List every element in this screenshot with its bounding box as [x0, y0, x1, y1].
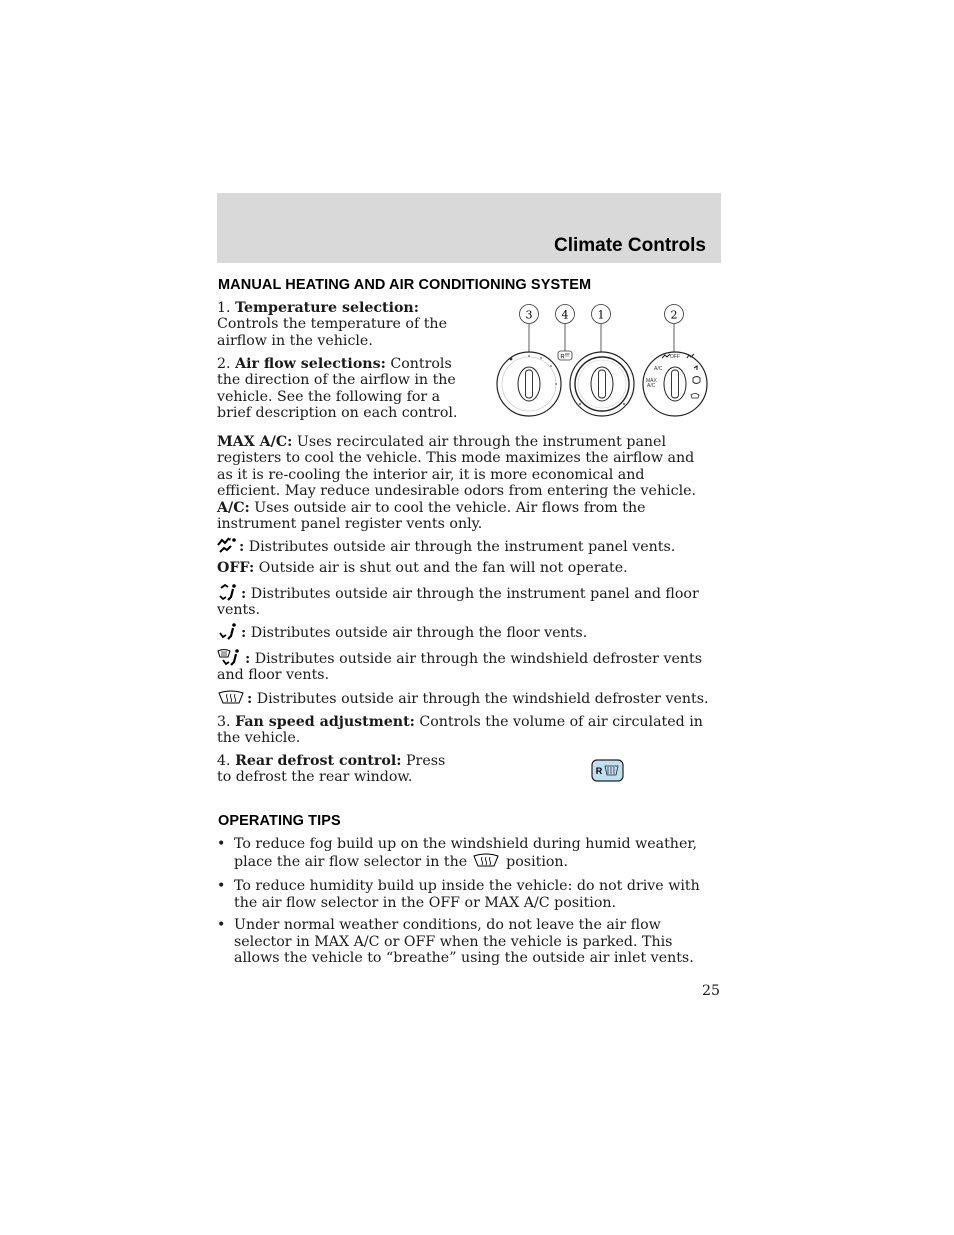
defrost-floor-icon [217, 648, 243, 666]
mode-defrost [217, 690, 717, 707]
svg-text:4: 4 [561, 308, 569, 322]
air-flow-selector-knob [643, 352, 707, 416]
callout-4 [556, 305, 575, 324]
section-heading-operating-tips: OPERATING TIPS [218, 813, 341, 829]
temperature-knob [570, 352, 634, 416]
svg-text:2: 2 [670, 308, 678, 322]
mode-floor [217, 622, 717, 641]
mode-panel-floor [217, 583, 712, 619]
tip-item [217, 878, 719, 911]
mode-label: : [241, 586, 247, 602]
item-label: Rear defrost control: [235, 753, 402, 769]
bullet-icon: • [217, 917, 226, 933]
svg-text:R: R [560, 354, 565, 361]
section-heading-manual-system: MANUAL HEATING AND AIR CONDITIONING SYSTEM [218, 277, 592, 293]
item-number: 2. [217, 356, 231, 372]
mode-label: A/C: [217, 500, 250, 516]
mode-ac [217, 500, 712, 533]
item-label: Fan speed adjustment: [235, 714, 415, 730]
svg-text:OFF: OFF [670, 354, 680, 360]
svg-text:3: 3 [525, 308, 533, 322]
mode-text: Uses recirculated air through the instrument panel registers to cool the vehicle. This mode maximizes the airflow and as it is re-cooling the interior air, it is more economical and efficient. May reduce undesirable odors from entering the vehicle. [217, 434, 697, 500]
item-text: Controls the temperature of the airflow in the vehicle. [217, 316, 447, 349]
svg-text:1: 1 [597, 308, 605, 322]
svg-text:A/C: A/C [654, 366, 663, 372]
item-number: 3. [217, 714, 231, 730]
mode-label: MAX A/C: [217, 434, 293, 450]
callout-1 [592, 305, 611, 324]
bullet-icon: • [217, 878, 226, 894]
callout-2 [665, 305, 684, 324]
item-rear-defrost [217, 753, 462, 786]
tip-text: To reduce humidity build up inside the vehicle: do not drive with the air flow selector in the OFF or MAX A/C position. [234, 878, 700, 911]
mode-text: Uses outside air to cool the vehicle. Air flows from the instrument panel register vents only. [217, 500, 646, 533]
panel-floor-vent-icon [217, 583, 239, 601]
tip-text: Under normal weather conditions, do not leave the air flow selector in MAX A/C or OFF when the vehicle is parked. This allows the vehicle to “breathe” using the outside air inlet vents. [234, 917, 694, 967]
mode-panel [217, 537, 717, 555]
page-number: 25 [702, 983, 721, 999]
item-number: 1. [217, 300, 231, 316]
svg-text:A/C: A/C [647, 383, 656, 389]
tip-item [217, 917, 719, 967]
svg-text:R: R [595, 766, 603, 776]
mode-text: Distributes outside air through the instrument panel and floor vents. [217, 586, 699, 619]
mode-text: Distributes outside air through the floor vents. [250, 625, 588, 641]
mode-text: Distributes outside air through the windshield defroster vents. [256, 691, 709, 707]
bullet-icon: • [217, 836, 226, 852]
tip-text: To reduce fog build up on the windshield during humid weather, place the air flow selector in the [234, 836, 698, 870]
item-air-flow-selections [217, 356, 472, 422]
page-title: Climate Controls [553, 235, 706, 256]
mode-label: : [241, 625, 247, 641]
panel-vent-icon [217, 537, 237, 554]
item-text: Controls the volume of air circulated in the vehicle. [217, 714, 703, 747]
mode-text: Outside air is shut out and the fan will not operate. [258, 560, 628, 576]
windshield-defrost-icon [217, 690, 245, 706]
item-label: Air flow selections: [235, 356, 386, 372]
mode-defrost-floor [217, 648, 715, 684]
climate-control-panel-diagram [492, 300, 722, 420]
item-text: Press to defrost the rear window. [217, 753, 446, 786]
fan-speed-knob [497, 352, 561, 416]
mode-label: OFF: [217, 560, 255, 576]
mode-label: : [247, 691, 253, 707]
item-temperature-selection [217, 300, 472, 349]
mode-text: Distributes outside air through the instrument panel vents. [248, 539, 676, 555]
item-label: Temperature selection: [235, 300, 419, 316]
header-band [217, 193, 721, 263]
mode-text: Distributes outside air through the windshield defroster vents and floor vents. [217, 651, 702, 684]
callout-3 [520, 305, 539, 324]
rear-defrost-button-illustration [591, 759, 624, 782]
mode-label: : [245, 651, 251, 667]
mode-off [217, 560, 717, 576]
windshield-defrost-icon [472, 853, 500, 869]
floor-vent-icon [217, 622, 239, 640]
mode-max-ac [217, 434, 712, 500]
tip-text: position. [506, 853, 569, 870]
mode-label: : [239, 539, 245, 555]
item-number: 4. [217, 753, 231, 769]
item-fan-speed [217, 714, 715, 747]
tip-item [217, 836, 719, 870]
rear-defrost-mini-button [558, 351, 572, 361]
item-text: Controls the direction of the airflow in the vehicle. See the following for a brief description on each control. [217, 356, 458, 422]
svg-text:MAX: MAX [646, 378, 657, 384]
